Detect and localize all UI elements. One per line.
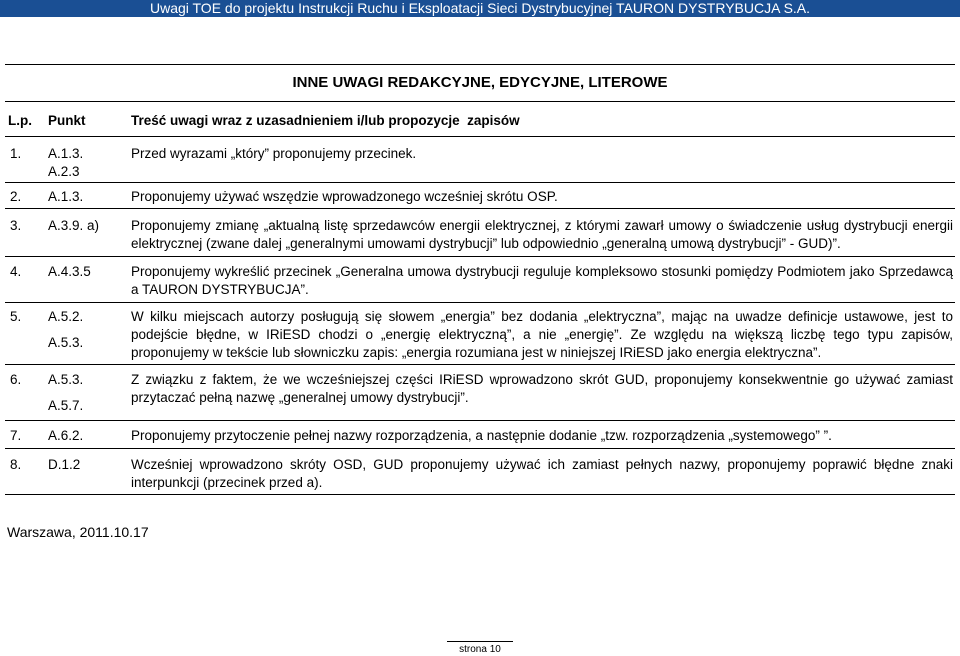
- row-2-lp: 2.: [10, 189, 22, 204]
- row-1-punkt-1: A.1.3.: [48, 146, 84, 161]
- row-3-punkt: A.3.9. a): [48, 218, 100, 233]
- row-8-rule: [5, 494, 955, 495]
- header-punkt: Punkt: [48, 113, 86, 128]
- row-4-lp: 4.: [10, 264, 22, 279]
- row-4-text: Proponujemy wykreślić przecinek „Generalna umowa dystrybucji reguluje kompleksowo stosunki pomiędzy Podmiotem jako Sprzedawcą a TAURON DYSTRYBUCJA”.: [131, 264, 953, 297]
- page-number: strona 10: [459, 644, 501, 655]
- row-4-punkt: A.4.3.5: [48, 264, 91, 279]
- row-2-text: Proponujemy używać wszędzie wprowadzonego wcześniej skrótu OSP.: [131, 189, 558, 204]
- row-8-lp: 8.: [10, 457, 22, 472]
- header-rule: [5, 136, 955, 137]
- header-tresc: Treść uwagi wraz z uzasadnieniem i/lub propozycje zapisów: [131, 113, 520, 128]
- row-1-text: Przed wyrazami „który” proponujemy przecinek.: [131, 146, 417, 161]
- row-6-lp: 6.: [10, 372, 22, 387]
- title-rule: [5, 101, 955, 102]
- row-8-text: Wcześniej wprowadzono skróty OSD, GUD proponujemy używać ich zamiast pełnych nazwy, proponujemy poprawić błędne znaki interpunkcji (przecinek przed a).: [131, 457, 953, 490]
- row-3-text: Proponujemy zmianę „aktualną listę sprzedawców energii elektrycznej, z którymi zawarł umowy o świadczenie usług dystrybucji energii elektrycznej (zwane dalej „generalnymi umowami dystrybucji” lub odpowiednio „generalną umową dystrybucji” - GUD)”.: [131, 218, 953, 251]
- row-2-punkt: A.1.3.: [48, 189, 84, 204]
- row-6-text: Z związku z faktem, że we wcześniejszej części IRiESD wprowadzono skrót GUD, proponujemy konsekwentnie go używać zamiast przytaczać pełną nazwę „generalnej umowy dystrybucji”.: [131, 372, 953, 405]
- row-6-rule: [5, 420, 955, 421]
- row-6-punkt-2: A.5.7.: [48, 398, 84, 413]
- row-7-rule: [5, 448, 955, 449]
- footer-rule: [447, 641, 513, 642]
- row-8-punkt: D.1.2: [48, 457, 81, 472]
- row-7-lp: 7.: [10, 428, 22, 443]
- row-7-punkt: A.6.2.: [48, 428, 84, 443]
- page-header: Uwagi TOE do projektu Instrukcji Ruchu i Eksploatacji Sieci Dystrybucyjnej TAURON DYSTRYBUCJA S.A.: [0, 0, 960, 17]
- row-3-lp: 3.: [10, 218, 22, 233]
- table-top-rule: [5, 64, 955, 65]
- row-1-rule: [5, 182, 955, 183]
- row-5-lp: 5.: [10, 309, 22, 324]
- row-1-lp: 1.: [10, 146, 22, 161]
- row-2-rule: [5, 208, 955, 209]
- row-6-punkt-1: A.5.3.: [48, 372, 84, 387]
- row-7-text: Proponujemy przytoczenie pełnej nazwy rozporządzenia, a następnie dodanie „tzw. rozporządzenia „systemowego” ”.: [131, 428, 832, 443]
- section-title: INNE UWAGI REDAKCYJNE, EDYCYJNE, LITEROWE: [292, 74, 668, 91]
- row-5-punkt-2: A.5.3.: [48, 335, 84, 350]
- row-5-text: W kilku miejscach autorzy posługują się słowem „energia” bez dodania „elektryczna”, mając na uwadze definicje ustawowe, jest to podejście błędne, w IRiESD chodzi o „energię elektryczną”, a nie „energię”. Ze względu na większą liczbę tego typu zapisów, proponujemy w tekście lub słowniczku zapis: „energia rozumiana jest w niniejszej IRiESD jako energia elektryczna”.: [131, 309, 953, 360]
- date-line: Warszawa, 2011.10.17: [7, 524, 149, 540]
- row-3-rule: [5, 256, 955, 257]
- row-5-rule: [5, 364, 955, 365]
- row-5-punkt-1: A.5.2.: [48, 309, 84, 324]
- row-1-punkt-2: A.2.3: [48, 164, 80, 179]
- row-4-rule: [5, 302, 955, 303]
- header-lp: L.p.: [8, 113, 32, 128]
